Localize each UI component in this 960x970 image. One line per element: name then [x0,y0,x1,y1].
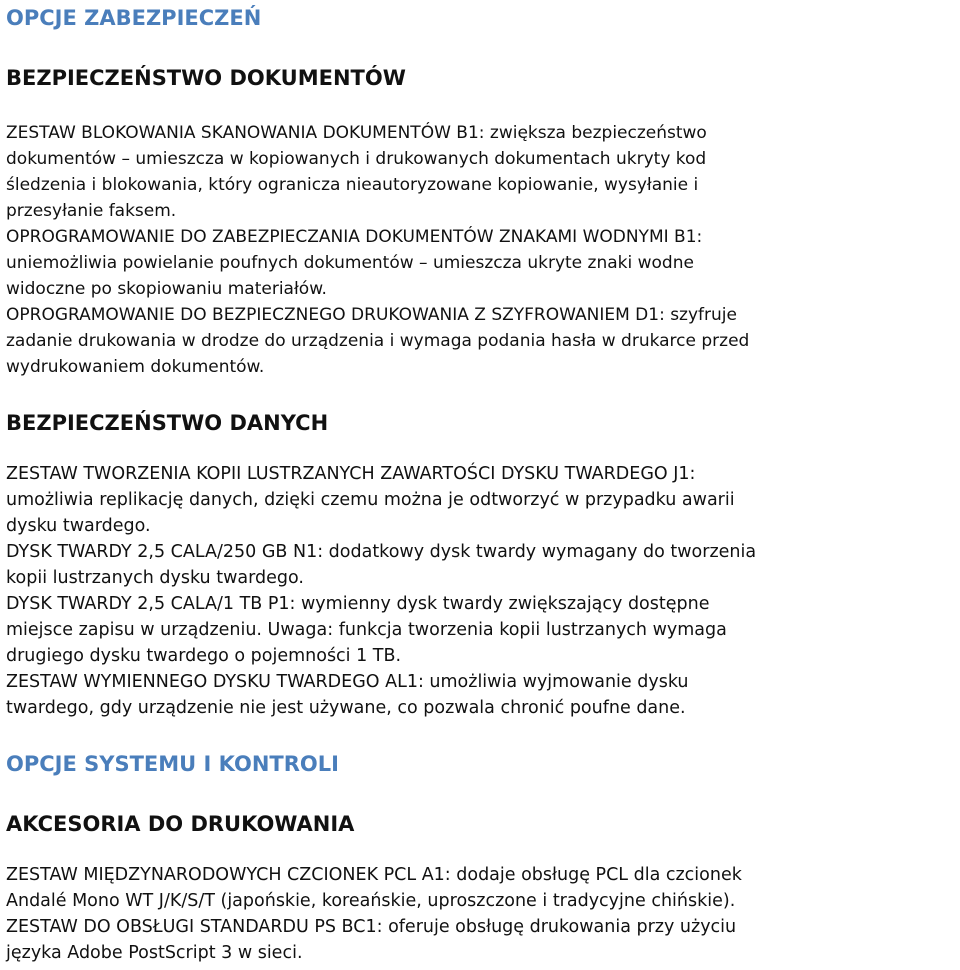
text-line: dysku twardego. [6,516,151,536]
text-line: miejsce zapisu w urządzeniu. Uwaga: funkcja tworzenia kopii lustrzanych wymaga [6,620,727,640]
text-line: drugiego dysku twardego o pojemności 1 TB. [6,646,402,666]
data-security-section [6,461,756,721]
heading-system-options: OPCJE SYSTEMU I KONTROLI [6,752,339,776]
text-line: kopii lustrzanych dysku twardego. [6,568,304,588]
text-line: ZESTAW BLOKOWANIA SKANOWANIA DOKUMENTÓW B1: zwiększa bezpieczeństwo [6,123,707,143]
text-line: uniemożliwia powielanie poufnych dokumentów – umieszcza ukryte znaki wodne [6,253,694,273]
text-line: śledzenia i blokowania, który ogranicza nieautoryzowane kopiowanie, wysyłanie i [6,175,699,195]
text-line: OPROGRAMOWANIE DO ZABEZPIECZANIA DOKUMENTÓW ZNAKAMI WODNYMI B1: [6,227,703,247]
text-line: ZESTAW WYMIENNEGO DYSKU TWARDEGO AL1: umożliwia wyjmowanie dysku [6,672,689,692]
text-line: ZESTAW TWORZENIA KOPII LUSTRZANYCH ZAWARTOŚCI DYSKU TWARDEGO J1: [6,464,696,484]
text-line: ZESTAW MIĘDZYNARODOWYCH CZCIONEK PCL A1: dodaje obsługę PCL dla czcionek [6,865,742,885]
text-line: DYSK TWARDY 2,5 CALA/1 TB P1: wymienny dysk twardy zwiększający dostępne [6,594,710,614]
text-line: umożliwia replikację danych, dzięki czemu można je odtworzyć w przypadku awarii [6,490,735,510]
text-line: dokumentów – umieszcza w kopiowanych i drukowanych dokumentach ukryty kod [6,149,707,169]
text-line: zadanie drukowania w drodze do urządzenia i wymaga podania hasła w drukarce przed [6,331,750,351]
document-security-section [6,120,749,380]
heading-print-accessories: AKCESORIA DO DRUKOWANIA [6,812,355,836]
heading-data-security: BEZPIECZEŃSTWO DANYCH [6,411,329,435]
text-line: wydrukowaniem dokumentów. [6,357,265,377]
text-line: twardego, gdy urządzenie nie jest używane, co pozwala chronić poufne dane. [6,698,686,718]
text-line: OPROGRAMOWANIE DO BEZPIECZNEGO DRUKOWANIA Z SZYFROWANIEM D1: szyfruje [6,305,737,325]
text-line: języka Adobe PostScript 3 w sieci. [6,943,303,963]
text-line: przesyłanie faksem. [6,201,177,221]
text-line: widoczne po skopiowaniu materiałów. [6,279,327,299]
text-line: Andalé Mono WT J/K/S/T (japońskie, koreańskie, uproszczone i tradycyjne chińskie). [6,891,736,911]
heading-security-options: OPCJE ZABEZPIECZEŃ [6,6,262,30]
text-line: ZESTAW DO OBSŁUGI STANDARDU PS BC1: oferuje obsługę drukowania przy użyciu [6,917,737,937]
print-accessories-section [6,862,742,966]
text-line: DYSK TWARDY 2,5 CALA/250 GB N1: dodatkowy dysk twardy wymagany do tworzenia [6,542,757,562]
heading-document-security: BEZPIECZEŃSTWO DOKUMENTÓW [6,66,406,90]
